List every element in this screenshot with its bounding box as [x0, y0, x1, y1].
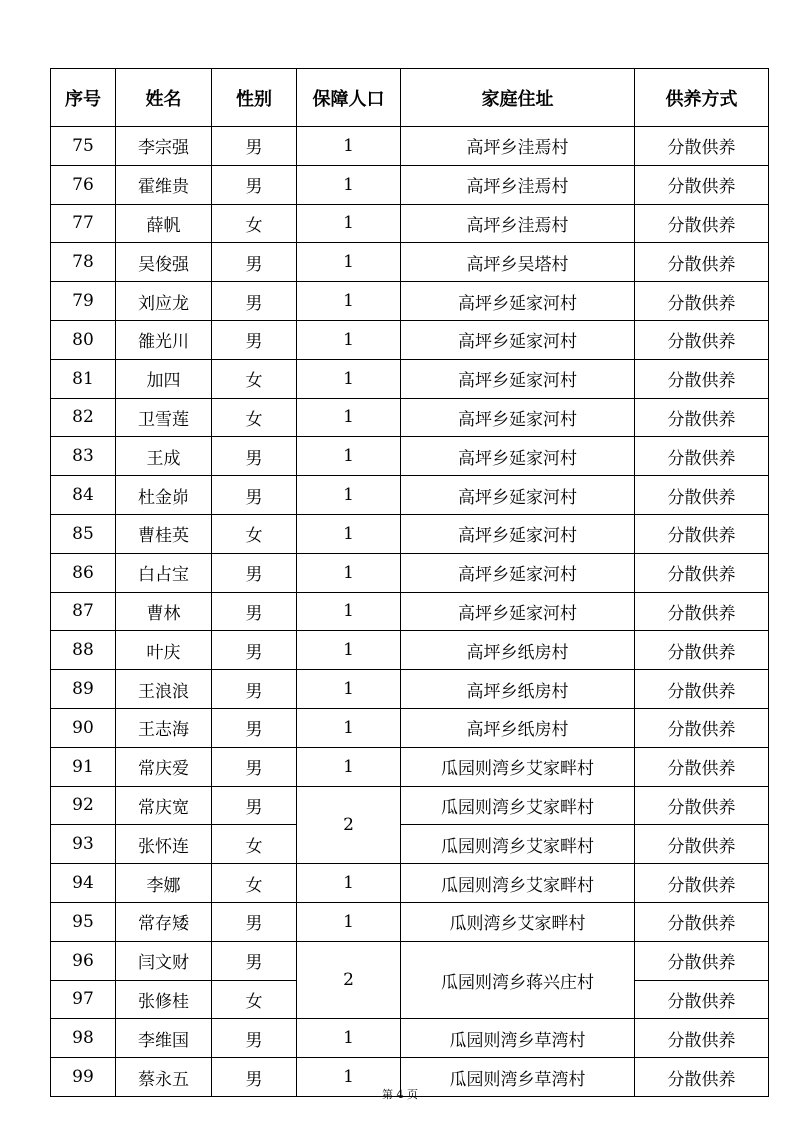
cell-serial-number: 84 — [51, 476, 116, 515]
cell-gender: 女 — [212, 980, 297, 1019]
table-row — [51, 127, 769, 166]
cell-gender: 女 — [212, 204, 297, 243]
cell-support-mode: 分散供养 — [635, 592, 769, 631]
cell-support-mode: 分散供养 — [635, 359, 769, 398]
cell-support-mode: 分散供养 — [635, 437, 769, 476]
cell-name: 曹桂英 — [116, 514, 212, 553]
cell-serial-number: 96 — [51, 941, 116, 980]
cell-support-mode: 分散供养 — [635, 786, 769, 825]
cell-name: 蔡永五 — [116, 1058, 212, 1097]
cell-support-mode: 分散供养 — [635, 282, 769, 321]
table-row — [51, 825, 769, 864]
cell-covered-population: 1 — [297, 165, 401, 204]
cell-name: 王浪浪 — [116, 670, 212, 709]
cell-home-address: 高坪乡纸房村 — [401, 670, 635, 709]
cell-name: 吴俊强 — [116, 243, 212, 282]
cell-support-mode: 分散供养 — [635, 398, 769, 437]
cell-covered-population: 1 — [297, 631, 401, 670]
cell-home-address: 瓜园则湾乡艾家畔村 — [401, 864, 635, 903]
table-row — [51, 1019, 769, 1058]
cell-name: 常庆爱 — [116, 747, 212, 786]
cell-covered-population: 1 — [297, 476, 401, 515]
cell-covered-population: 1 — [297, 398, 401, 437]
cell-covered-population: 1 — [297, 282, 401, 321]
table-row — [51, 941, 769, 980]
cell-name: 叶庆 — [116, 631, 212, 670]
table-row — [51, 437, 769, 476]
cell-covered-population: 1 — [297, 670, 401, 709]
cell-home-address: 高坪乡纸房村 — [401, 631, 635, 670]
cell-covered-population: 1 — [297, 437, 401, 476]
cell-name: 薛帆 — [116, 204, 212, 243]
cell-name: 李娜 — [116, 864, 212, 903]
cell-home-address: 高坪乡延家河村 — [401, 320, 635, 359]
cell-gender: 女 — [212, 825, 297, 864]
cell-support-mode: 分散供养 — [635, 514, 769, 553]
cell-support-mode: 分散供养 — [635, 864, 769, 903]
cell-covered-population-merged: 2 — [297, 786, 401, 864]
cell-serial-number: 94 — [51, 864, 116, 903]
cell-covered-population: 1 — [297, 553, 401, 592]
cell-covered-population: 1 — [297, 1019, 401, 1058]
cell-serial-number: 95 — [51, 902, 116, 941]
cell-name: 雒光川 — [116, 320, 212, 359]
cell-name: 曹林 — [116, 592, 212, 631]
cell-support-mode: 分散供养 — [635, 941, 769, 980]
cell-name: 加四 — [116, 359, 212, 398]
cell-name: 白占宝 — [116, 553, 212, 592]
cell-gender: 男 — [212, 747, 297, 786]
cell-covered-population: 1 — [297, 747, 401, 786]
cell-covered-population: 1 — [297, 592, 401, 631]
cell-covered-population: 1 — [297, 320, 401, 359]
cell-gender: 男 — [212, 127, 297, 166]
cell-covered-population: 1 — [297, 514, 401, 553]
table-row — [51, 708, 769, 747]
cell-gender: 女 — [212, 359, 297, 398]
cell-serial-number: 99 — [51, 1058, 116, 1097]
cell-gender: 女 — [212, 398, 297, 437]
cell-serial-number: 78 — [51, 243, 116, 282]
cell-home-address: 瓜园则湾乡艾家畔村 — [401, 825, 635, 864]
table-row — [51, 747, 769, 786]
cell-name: 常存矮 — [116, 902, 212, 941]
header-name: 姓名 — [116, 69, 212, 127]
cell-gender: 男 — [212, 476, 297, 515]
cell-gender: 男 — [212, 437, 297, 476]
header-home-address: 家庭住址 — [401, 69, 635, 127]
cell-serial-number: 87 — [51, 592, 116, 631]
cell-serial-number: 89 — [51, 670, 116, 709]
table-row — [51, 476, 769, 515]
cell-name: 杜金峁 — [116, 476, 212, 515]
table-row — [51, 514, 769, 553]
cell-gender: 男 — [212, 902, 297, 941]
cell-home-address: 高坪乡洼焉村 — [401, 127, 635, 166]
cell-support-mode: 分散供养 — [635, 670, 769, 709]
cell-serial-number: 77 — [51, 204, 116, 243]
table-row — [51, 282, 769, 321]
cell-home-address: 高坪乡吴塔村 — [401, 243, 635, 282]
page-number: 第 4 页 — [382, 1088, 418, 1101]
cell-home-address: 瓜园则湾乡草湾村 — [401, 1058, 635, 1097]
cell-support-mode: 分散供养 — [635, 825, 769, 864]
table-row — [51, 398, 769, 437]
table-row — [51, 204, 769, 243]
table-row — [51, 592, 769, 631]
cell-home-address: 高坪乡洼焉村 — [401, 204, 635, 243]
cell-home-address: 高坪乡延家河村 — [401, 359, 635, 398]
cell-name: 刘应龙 — [116, 282, 212, 321]
cell-home-address: 高坪乡延家河村 — [401, 282, 635, 321]
cell-home-address: 瓜园则湾乡草湾村 — [401, 1019, 635, 1058]
cell-support-mode: 分散供养 — [635, 1019, 769, 1058]
cell-home-address: 高坪乡延家河村 — [401, 553, 635, 592]
cell-support-mode: 分散供养 — [635, 631, 769, 670]
cell-name: 闫文财 — [116, 941, 212, 980]
cell-support-mode: 分散供养 — [635, 747, 769, 786]
cell-name: 卫雪莲 — [116, 398, 212, 437]
cell-serial-number: 76 — [51, 165, 116, 204]
cell-support-mode: 分散供养 — [635, 980, 769, 1019]
cell-serial-number: 79 — [51, 282, 116, 321]
cell-serial-number: 92 — [51, 786, 116, 825]
cell-serial-number: 82 — [51, 398, 116, 437]
cell-serial-number: 97 — [51, 980, 116, 1019]
cell-support-mode: 分散供养 — [635, 127, 769, 166]
cell-covered-population: 1 — [297, 902, 401, 941]
cell-covered-population: 1 — [297, 864, 401, 903]
cell-gender: 男 — [212, 1019, 297, 1058]
cell-home-address: 高坪乡延家河村 — [401, 592, 635, 631]
cell-serial-number: 85 — [51, 514, 116, 553]
cell-name: 霍维贵 — [116, 165, 212, 204]
cell-support-mode: 分散供养 — [635, 243, 769, 282]
cell-gender: 男 — [212, 631, 297, 670]
cell-serial-number: 83 — [51, 437, 116, 476]
cell-gender: 男 — [212, 941, 297, 980]
cell-serial-number: 80 — [51, 320, 116, 359]
cell-home-address: 瓜园则湾乡艾家畔村 — [401, 786, 635, 825]
cell-support-mode: 分散供养 — [635, 902, 769, 941]
table-row — [51, 165, 769, 204]
cell-serial-number: 98 — [51, 1019, 116, 1058]
cell-gender: 男 — [212, 708, 297, 747]
cell-name: 王志海 — [116, 708, 212, 747]
header-serial-number: 序号 — [51, 69, 116, 127]
cell-covered-population: 1 — [297, 127, 401, 166]
cell-home-address: 瓜则湾乡艾家畔村 — [401, 902, 635, 941]
cell-name: 张怀连 — [116, 825, 212, 864]
table-header-row — [51, 69, 769, 127]
cell-support-mode: 分散供养 — [635, 553, 769, 592]
cell-covered-population-merged: 2 — [297, 941, 401, 1019]
cell-gender: 男 — [212, 165, 297, 204]
table-row — [51, 902, 769, 941]
cell-gender: 男 — [212, 243, 297, 282]
cell-support-mode: 分散供养 — [635, 165, 769, 204]
cell-home-address: 瓜园则湾乡艾家畔村 — [401, 747, 635, 786]
cell-gender: 女 — [212, 864, 297, 903]
cell-gender: 男 — [212, 282, 297, 321]
roster-table — [50, 68, 769, 1097]
cell-serial-number: 90 — [51, 708, 116, 747]
cell-gender: 女 — [212, 514, 297, 553]
cell-home-address: 高坪乡延家河村 — [401, 398, 635, 437]
cell-gender: 男 — [212, 670, 297, 709]
table-row — [51, 786, 769, 825]
cell-serial-number: 86 — [51, 553, 116, 592]
cell-support-mode: 分散供养 — [635, 1058, 769, 1097]
cell-support-mode: 分散供养 — [635, 476, 769, 515]
cell-name: 李维国 — [116, 1019, 212, 1058]
table-row — [51, 243, 769, 282]
header-support-mode: 供养方式 — [635, 69, 769, 127]
table-row — [51, 670, 769, 709]
cell-support-mode: 分散供养 — [635, 204, 769, 243]
cell-gender: 男 — [212, 1058, 297, 1097]
cell-covered-population: 1 — [297, 708, 401, 747]
table-row — [51, 359, 769, 398]
table-row — [51, 553, 769, 592]
header-gender: 性别 — [212, 69, 297, 127]
cell-covered-population: 1 — [297, 359, 401, 398]
cell-support-mode: 分散供养 — [635, 708, 769, 747]
cell-gender: 男 — [212, 553, 297, 592]
cell-home-address: 高坪乡洼焉村 — [401, 165, 635, 204]
cell-home-address: 高坪乡延家河村 — [401, 514, 635, 553]
cell-gender: 男 — [212, 786, 297, 825]
table-row — [51, 320, 769, 359]
cell-covered-population: 1 — [297, 243, 401, 282]
table-row — [51, 631, 769, 670]
table-row — [51, 864, 769, 903]
cell-name: 王成 — [116, 437, 212, 476]
cell-name: 李宗强 — [116, 127, 212, 166]
cell-name: 常庆宽 — [116, 786, 212, 825]
cell-serial-number: 91 — [51, 747, 116, 786]
cell-gender: 男 — [212, 320, 297, 359]
cell-covered-population: 1 — [297, 204, 401, 243]
cell-home-address: 高坪乡延家河村 — [401, 437, 635, 476]
cell-serial-number: 88 — [51, 631, 116, 670]
cell-home-address: 高坪乡纸房村 — [401, 708, 635, 747]
cell-home-address: 高坪乡延家河村 — [401, 476, 635, 515]
cell-serial-number: 75 — [51, 127, 116, 166]
header-covered-population: 保障人口 — [297, 69, 401, 127]
cell-serial-number: 93 — [51, 825, 116, 864]
cell-serial-number: 81 — [51, 359, 116, 398]
cell-gender: 男 — [212, 592, 297, 631]
cell-support-mode: 分散供养 — [635, 320, 769, 359]
cell-name: 张修桂 — [116, 980, 212, 1019]
cell-home-address-merged: 瓜园则湾乡蒋兴庄村 — [401, 941, 635, 1019]
cell-covered-population: 1 — [297, 1058, 401, 1097]
